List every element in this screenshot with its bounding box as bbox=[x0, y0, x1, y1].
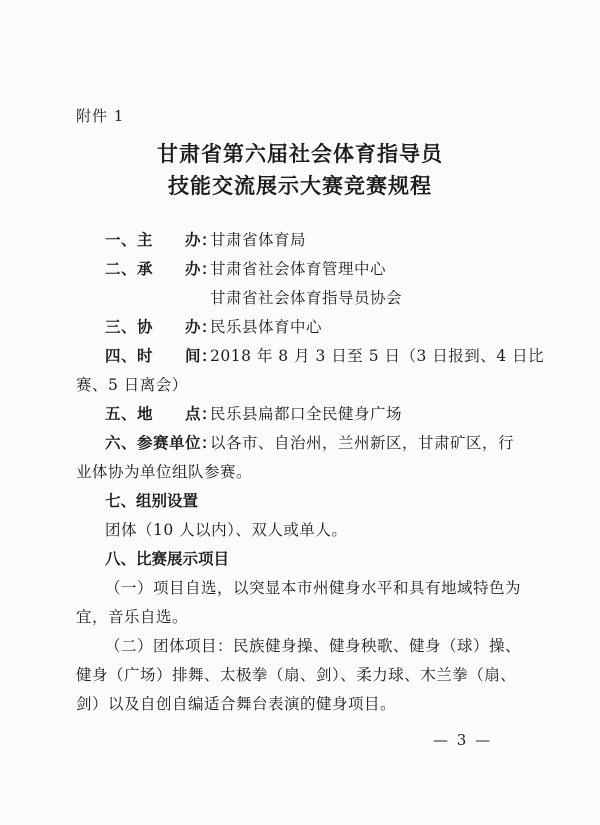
section8-heading: 八、比赛展示项目 bbox=[105, 549, 230, 568]
item-time bbox=[105, 344, 544, 366]
item-participants-continuation: 业体协为单位组队参赛。 bbox=[76, 463, 253, 481]
item-host-second-line: 甘肃省社会体育指导员协会 bbox=[210, 289, 403, 307]
item-value: 民乐县扁都口全民健身广场 bbox=[210, 405, 403, 423]
item-venue bbox=[105, 402, 402, 424]
item-participants bbox=[105, 431, 514, 453]
item-value: 2018 年 8 月 3 日至 5 日（3 日报到、4 日比 bbox=[210, 347, 545, 365]
section8-p1-line1: （一）项目自选，以突显本市州健身水平和具有地域特色为 bbox=[105, 579, 522, 597]
document-title-line1: 甘肃省第六届社会体育指导员 bbox=[157, 141, 443, 166]
section8-p2-line1: （二）团体项目：民族健身操、健身秧歌、健身（球）操、 bbox=[105, 637, 522, 655]
item-value: 民乐县体育中心 bbox=[210, 318, 323, 336]
item-value: 甘肃省体育局 bbox=[210, 231, 307, 249]
item-host bbox=[105, 257, 386, 279]
item-time-continuation: 赛、5 日离会） bbox=[76, 376, 188, 394]
item-value: 甘肃省社会体育管理中心 bbox=[210, 260, 387, 278]
attachment-label: 附件 1 bbox=[76, 107, 125, 125]
item-label: 一、主 办： bbox=[105, 230, 218, 249]
item-label: 二、承 办： bbox=[105, 259, 218, 278]
item-label: 六、参赛单位： bbox=[105, 433, 218, 452]
section8-p1-line2: 宜，音乐自选。 bbox=[76, 608, 189, 626]
item-label: 三、协 办： bbox=[105, 317, 218, 336]
section8-p2-line3: 剑）以及自创自编适合舞台表演的健身项目。 bbox=[76, 695, 397, 713]
item-value: 以各市、自治州，兰州新区，甘肃矿区，行 bbox=[210, 434, 515, 452]
section7-heading: 七、组别设置 bbox=[105, 491, 199, 510]
item-label: 四、时 间： bbox=[105, 346, 218, 365]
item-organizer bbox=[105, 228, 306, 250]
page-number: — 3 — bbox=[433, 731, 493, 749]
section7-text: 团体（10 人以内）、双人或单人。 bbox=[105, 521, 348, 539]
document-title-line2: 技能交流展示大赛竞赛规程 bbox=[168, 173, 432, 198]
section8-p2-line2: 健身（广场）排舞、太极拳（扇、剑）、柔力球、木兰拳（扇、 bbox=[76, 666, 517, 684]
item-label: 五、地 点： bbox=[105, 404, 218, 423]
item-co-organizer bbox=[105, 315, 322, 337]
